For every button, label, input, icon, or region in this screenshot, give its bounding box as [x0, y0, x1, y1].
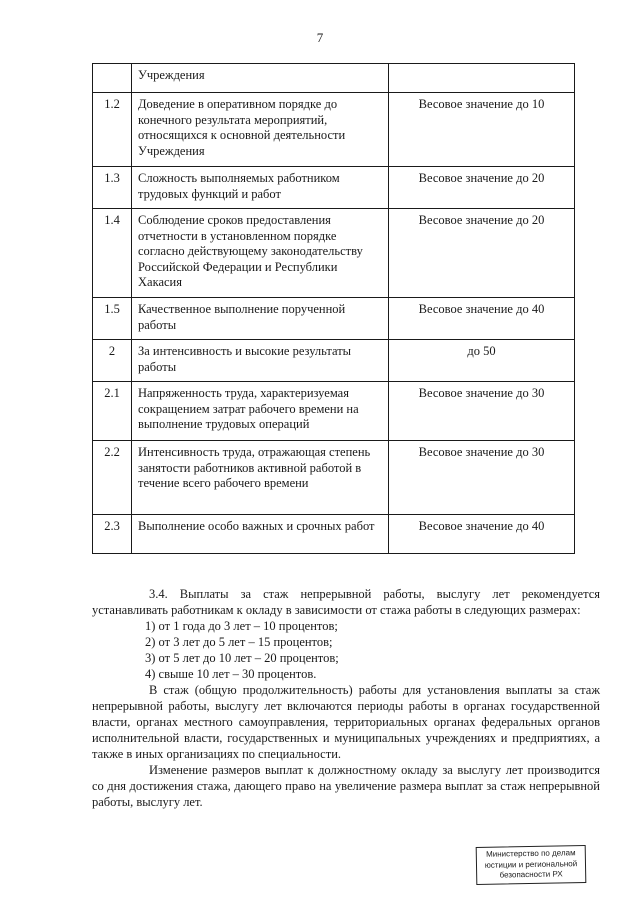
paragraph-change: Изменение размеров выплат к должностному окладу за выслугу лет производится со дня достижения стажа, дающего право на увеличение размера выплат за стаж непрерывной работы, выслугу лет.: [92, 763, 600, 809]
stamp-line-2: юстиции и региональной: [484, 858, 578, 870]
page-number: 7: [316, 30, 324, 45]
row-number: 1.4: [93, 209, 132, 298]
table-row: [93, 340, 575, 382]
list-item-4: 4) свыше 10 лет – 30 процентов.: [145, 667, 317, 681]
row-value: Весовое значение до 40: [389, 298, 575, 340]
row-number: 2: [93, 340, 132, 382]
stamp-line-3: безопасности РХ: [499, 869, 563, 880]
row-number: 2.2: [93, 441, 132, 515]
row-value: Весовое значение до 10: [389, 93, 575, 167]
row-number: 1.3: [93, 167, 132, 209]
row-value: Весовое значение до 30: [389, 382, 575, 441]
list-item-1: 1) от 1 года до 3 лет – 10 процентов;: [145, 619, 338, 633]
row-description: Напряженность труда, характеризуемая сокращением затрат рабочего времени на выполнение трудовых операций: [132, 382, 389, 441]
row-value: до 50: [389, 340, 575, 382]
table-row: [93, 93, 575, 167]
row-number: 2.3: [93, 515, 132, 554]
row-description: Выполнение особо важных и срочных работ: [132, 515, 389, 554]
row-description: Доведение в оперативном порядке до конечного результата мероприятий, относящихся к основной деятельности Учреждения: [132, 93, 389, 167]
paragraph-3-4: 3.4. Выплаты за стаж непрерывной работы, выслугу лет рекомендуется устанавливать работникам к окладу в зависимости от стажа работы в следующих размерах:: [92, 587, 600, 617]
stamp-line-1: Министерство по делам: [485, 848, 576, 860]
criteria-table: [92, 63, 575, 554]
table-row: [93, 515, 575, 554]
table-row: [93, 64, 575, 93]
row-description: За интенсивность и высокие результаты работы: [132, 340, 389, 382]
row-description: Сложность выполняемых работником трудовых функций и работ: [132, 167, 389, 209]
row-value: Весовое значение до 30: [389, 441, 575, 515]
table-row: [93, 298, 575, 340]
row-number: 1.2: [93, 93, 132, 167]
row-description: Интенсивность труда, отражающая степень занятости работников активной работой в течение всего рабочего времени: [132, 441, 389, 515]
ministry-stamp: [476, 845, 587, 885]
paragraph-stazh: В стаж (общую продолжительность) работы для установления выплаты за стаж непрерывной работы, выслугу лет включаются периоды работы в органах государственной власти, органах местного самоуправления, территориальных органах федеральных органов исполнительной власти, государственных и муниципальных учреждениях и предприятиях, а также в иных организациях по специальности.: [92, 683, 600, 761]
row-number: 1.5: [93, 298, 132, 340]
table-row: [93, 167, 575, 209]
row-number: 2.1: [93, 382, 132, 441]
row-description: Качественное выполнение порученной работы: [132, 298, 389, 340]
list-item-2: 2) от 3 лет до 5 лет – 15 процентов;: [145, 635, 333, 649]
row-value: Весовое значение до 20: [389, 167, 575, 209]
body-text: [92, 586, 600, 810]
row-value: [389, 64, 575, 93]
row-description: Учреждения: [132, 64, 389, 93]
table-row: [93, 209, 575, 298]
table-row: [93, 382, 575, 441]
list-item-3: 3) от 5 лет до 10 лет – 20 процентов;: [145, 651, 339, 665]
table-row: [93, 441, 575, 515]
row-value: Весовое значение до 20: [389, 209, 575, 298]
row-number: [93, 64, 132, 93]
row-description: Соблюдение сроков предоставления отчетности в установленном порядке согласно действующему законодательству Российской Федерации и Республики Хакасия: [132, 209, 389, 298]
row-value: Весовое значение до 40: [389, 515, 575, 554]
